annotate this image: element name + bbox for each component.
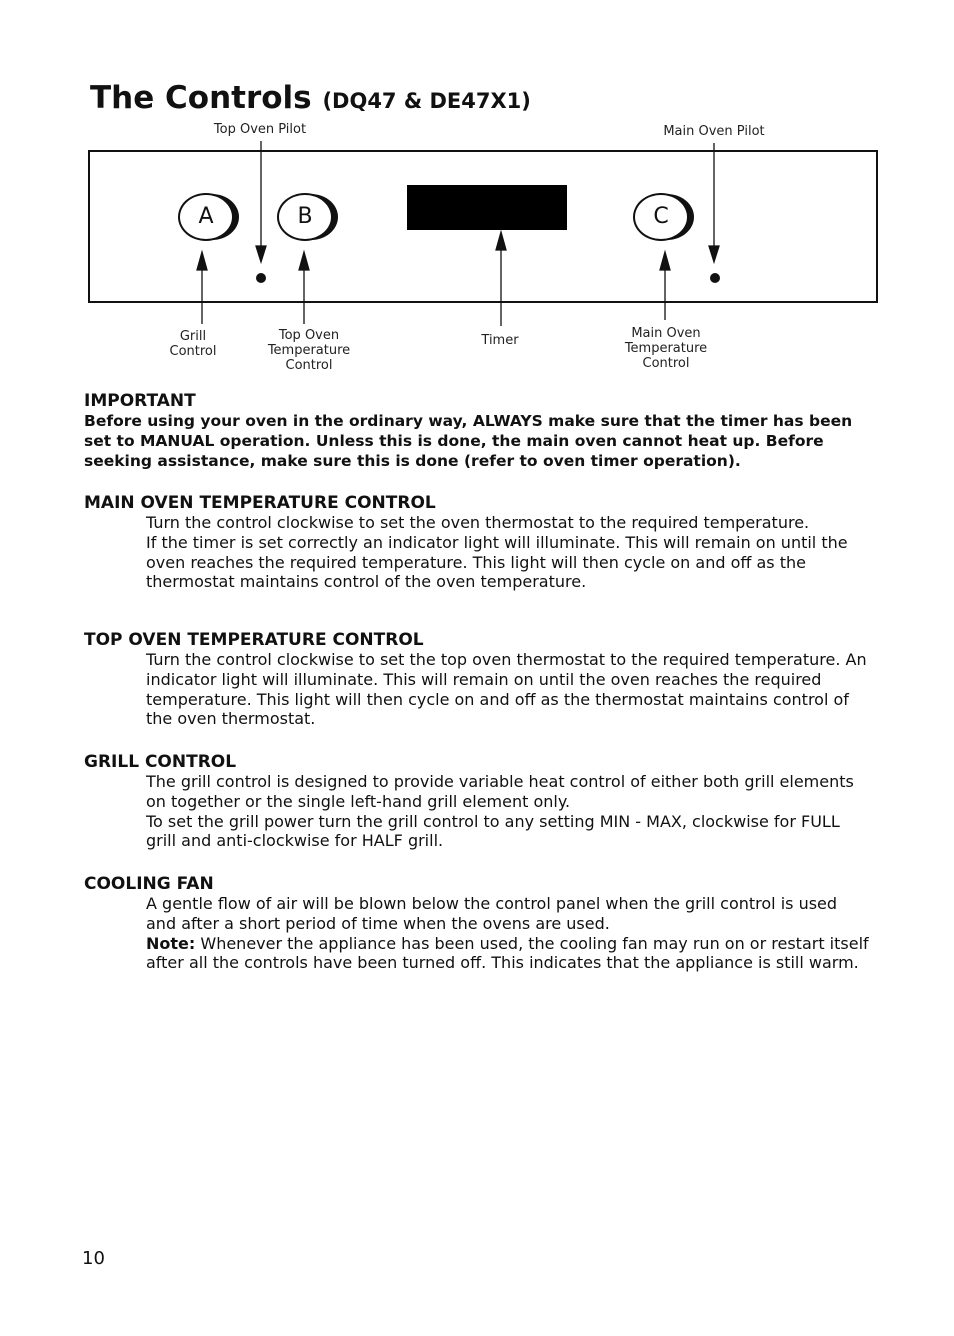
top-oven-section [84,630,874,729]
cooling-fan-section [84,874,874,973]
main-oven-section [84,493,874,592]
label-main-oven-temperature-control: Main Oven Temperature Control [624,326,708,371]
label-timer: Timer [481,333,519,348]
cooling-fan-paragraph-1: A gentle flow of air will be blown below the control panel when the grill control is used and after a short period of time when the ovens are used. [146,894,838,933]
grill-body [146,772,871,851]
grill-paragraph-2: To set the grill power turn the grill control to any setting MIN - MAX, clockwise for FULL grill and anti-clockwise for HALF grill. [146,811,840,851]
important-heading: IMPORTANT [84,391,196,411]
main-oven-heading: MAIN OVEN TEMPERATURE CONTROL [84,493,436,513]
label-grill-control: Grill Control [169,329,217,359]
top-oven-temperature-knob: B [277,193,333,241]
grill-control-knob: A [178,193,234,241]
top-oven-pilot-light [256,273,266,283]
page-title [90,78,531,121]
page-number: 10 [82,1248,105,1269]
top-oven-body [146,650,871,729]
label-top-oven-pilot: Top Oven Pilot [213,122,307,137]
grill-paragraph-1: The grill control is designed to provide variable heat control of either both grill elements on together or the single left-hand grill element only. [146,772,854,811]
label-main-oven-pilot: Main Oven Pilot [663,124,765,139]
timer-display [407,185,567,230]
main-oven-paragraph-1: Turn the control clockwise to set the oven thermostat to the required temperature. [146,513,810,532]
cooling-fan-heading: COOLING FAN [84,874,214,894]
cooling-fan-body [146,894,871,973]
cooling-fan-note [146,934,871,974]
title-main: The Controls [90,80,312,116]
important-section [84,391,874,471]
note-label: Note: [146,933,196,953]
main-oven-body [146,513,871,592]
grill-heading: GRILL CONTROL [84,752,237,772]
top-oven-paragraph-1: Turn the control clockwise to set the top oven thermostat to the required temperature. An indicator light will illuminate. This will remain on until the oven reaches the required temperature. This light will then cycle on and off as the thermostat maintains control of the oven thermostat. [146,650,867,729]
main-oven-temperature-knob: C [633,193,689,241]
main-oven-pilot-light [710,273,720,283]
important-body: Before using your oven in the ordinary way, ALWAYS make sure that the timer has been set to MANUAL operation. Unless this is done, the main oven cannot heat up. Before seeking assistance, make sure this is done (refer to oven timer operation). [84,412,853,470]
note-text: Whenever the appliance has been used, the cooling fan may run on or restart itself after all the controls have been turned off. This indicates that the appliance is still warm. [146,933,869,973]
grill-section [84,752,874,851]
title-model-numbers: (DQ47 & DE47X1) [322,89,531,113]
main-oven-paragraph-2: If the timer is set correctly an indicator light will illuminate. This will remain on until the oven reaches the required temperature. This light will then cycle on and off as the thermostat maintains control of the oven temperature. [146,532,848,592]
label-top-oven-temperature-control: Top Oven Temperature Control [267,328,351,373]
top-oven-heading: TOP OVEN TEMPERATURE CONTROL [84,630,424,650]
